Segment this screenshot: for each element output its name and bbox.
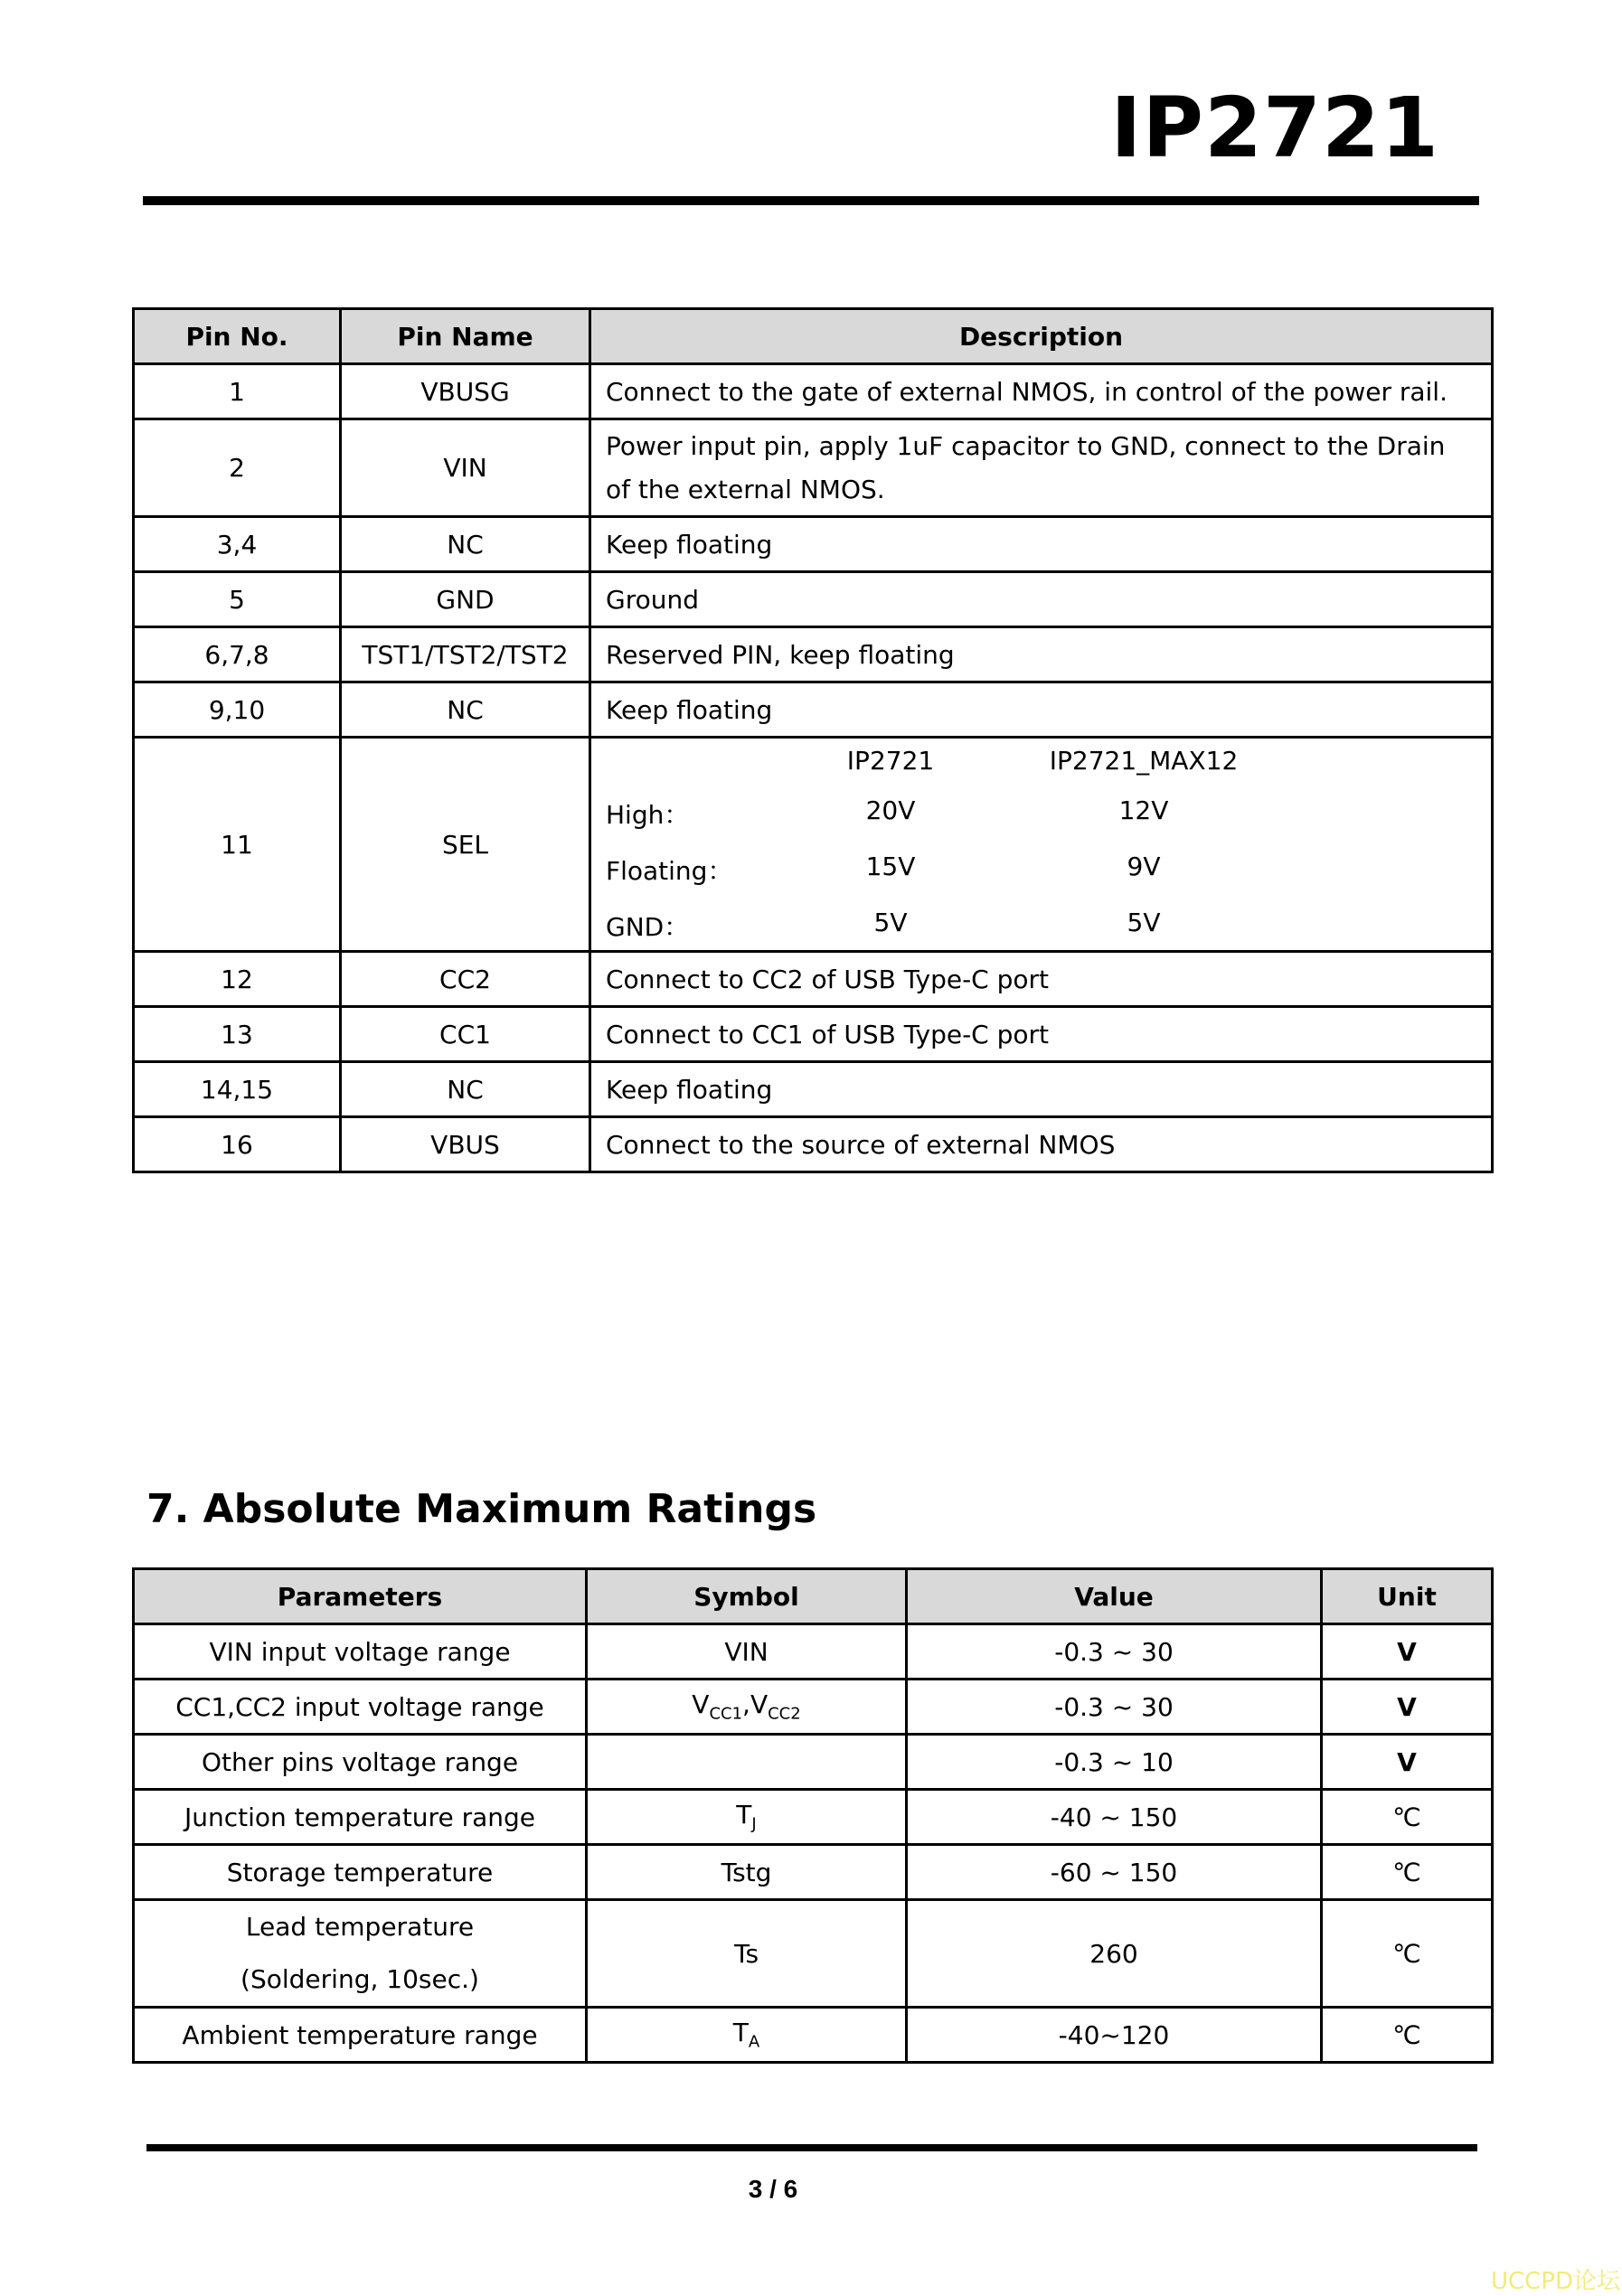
pin-description: Power input pin, apply 1uF capacitor to GND, connect to the Drain of the external NMOS. — [590, 419, 1493, 517]
pin-description: Connect to the source of external NMOS — [590, 1117, 1493, 1172]
symbol-base: T — [732, 2018, 749, 2048]
table-row — [134, 952, 1493, 1007]
pin-description: Reserved PIN, keep floating — [590, 627, 1493, 682]
parameter-line: Lead temperature — [245, 1912, 475, 1942]
pin-name: NC — [341, 682, 590, 738]
parameter: Junction temperature range — [134, 1790, 587, 1845]
parameter-line: (Soldering, 10sec.) — [240, 1964, 479, 1994]
sel-corner — [606, 746, 778, 776]
pin-name: CC1 — [341, 1007, 590, 1062]
pin-number: 5 — [134, 572, 341, 627]
pin-number: 6,7,8 — [134, 627, 341, 682]
pin-name: SEL — [341, 738, 590, 952]
sel-value: 20V — [865, 795, 916, 825]
column-header-description: Description — [590, 309, 1493, 364]
sel-value: 5V — [1127, 907, 1161, 937]
table-row — [134, 1117, 1493, 1172]
symbol: Ts — [587, 1900, 907, 2008]
sel-value: 15V — [865, 851, 916, 881]
parameter: Ambient temperature range — [134, 2008, 587, 2063]
symbol-base: V — [750, 1689, 769, 1720]
value: -0.3 ~ 30 — [907, 1624, 1322, 1680]
column-header-value: Value — [907, 1569, 1322, 1624]
pin-name: NC — [341, 517, 590, 572]
table-header-row — [134, 309, 1493, 364]
symbol-subscript: CC1 — [709, 1704, 743, 1724]
pin-name: VBUSG — [341, 364, 590, 419]
parameter — [134, 1900, 587, 2008]
pin-number: 16 — [134, 1117, 341, 1172]
pin-name: VBUS — [341, 1117, 590, 1172]
pin-name: NC — [341, 1062, 590, 1117]
pin-description: Connect to CC1 of USB Type-C port — [590, 1007, 1493, 1062]
symbol: Tstg — [587, 1845, 907, 1900]
table-row — [134, 1735, 1493, 1790]
table-row — [134, 1007, 1493, 1062]
absolute-maximum-ratings-table — [132, 1567, 1494, 2064]
unit: V — [1322, 1680, 1493, 1735]
table-row — [134, 682, 1493, 738]
pin-number: 11 — [134, 738, 341, 952]
sel-label: GND： — [606, 911, 690, 942]
table-row — [134, 1790, 1493, 1845]
table-row — [134, 1900, 1493, 2008]
column-header-pin-name: Pin Name — [341, 309, 590, 364]
sel-label: Floating： — [606, 855, 733, 886]
sel-label: High： — [606, 799, 690, 830]
pin-description: Connect to the gate of external NMOS, in control of the power rail. — [590, 364, 1493, 419]
table-row — [134, 627, 1493, 682]
sel-value: 12V — [1118, 795, 1169, 825]
value: -0.3 ~ 30 — [907, 1680, 1322, 1735]
sel-voltage-table — [590, 738, 1493, 952]
symbol-separator: , — [742, 1689, 750, 1720]
table-row — [134, 419, 1493, 517]
column-header-symbol: Symbol — [587, 1569, 907, 1624]
pin-number: 12 — [134, 952, 341, 1007]
symbol-base: V — [692, 1689, 710, 1720]
pin-number: 3,4 — [134, 517, 341, 572]
page-number: 3 / 6 — [748, 2175, 798, 2203]
symbol: VIN — [587, 1624, 907, 1680]
sel-header-max12: IP2721_MAX12 — [1049, 745, 1239, 776]
unit: ℃ — [1322, 1790, 1493, 1845]
table-row — [134, 2008, 1493, 2063]
unit: V — [1322, 1735, 1493, 1790]
symbol — [587, 1735, 907, 1790]
table-row — [134, 364, 1493, 419]
unit: V — [1322, 1624, 1493, 1680]
parameter: CC1,CC2 input voltage range — [134, 1680, 587, 1735]
table-header-row — [134, 1569, 1493, 1624]
symbol — [587, 1680, 907, 1735]
symbol — [587, 1790, 907, 1845]
pin-description: Keep floating — [590, 517, 1493, 572]
footer-rule — [146, 2144, 1477, 2151]
pin-description: Ground — [590, 572, 1493, 627]
parameter: Other pins voltage range — [134, 1735, 587, 1790]
value: -40~120 — [907, 2008, 1322, 2063]
value: -0.3 ~ 10 — [907, 1735, 1322, 1790]
table-row — [134, 1680, 1493, 1735]
symbol-subscript: A — [748, 2032, 760, 2052]
pin-number: 9,10 — [134, 682, 341, 738]
pin-name: VIN — [341, 419, 590, 517]
column-header-parameters: Parameters — [134, 1569, 587, 1624]
pin-name: GND — [341, 572, 590, 627]
pin-number: 14,15 — [134, 1062, 341, 1117]
table-row — [134, 517, 1493, 572]
unit: ℃ — [1322, 1900, 1493, 2008]
parameter: VIN input voltage range — [134, 1624, 587, 1680]
unit: ℃ — [1322, 2008, 1493, 2063]
pin-name: CC2 — [341, 952, 590, 1007]
parameter: Storage temperature — [134, 1845, 587, 1900]
symbol-base: T — [736, 1800, 752, 1830]
sel-value: 5V — [873, 907, 908, 937]
section-heading: 7. Absolute Maximum Ratings — [146, 1486, 817, 1532]
symbol-subscript: J — [751, 1814, 757, 1834]
watermark: UCCPD论坛 — [1490, 2268, 1620, 2295]
pin-number: 13 — [134, 1007, 341, 1062]
sel-header-ip2721: IP2721 — [846, 745, 935, 776]
pin-description: Keep floating — [590, 1062, 1493, 1117]
document-title: IP2721 — [1110, 80, 1439, 176]
pin-number: 2 — [134, 419, 341, 517]
symbol-subscript: CC2 — [768, 1704, 801, 1724]
column-header-pin-no: Pin No. — [134, 309, 341, 364]
symbol — [587, 2008, 907, 2063]
value: -60 ~ 150 — [907, 1845, 1322, 1900]
pin-number: 1 — [134, 364, 341, 419]
value: -40 ~ 150 — [907, 1790, 1322, 1845]
column-header-unit: Unit — [1322, 1569, 1493, 1624]
header-rule — [143, 196, 1479, 205]
sel-value: 9V — [1127, 851, 1161, 881]
table-row — [134, 1845, 1493, 1900]
unit: ℃ — [1322, 1845, 1493, 1900]
pin-name: TST1/TST2/TST2 — [341, 627, 590, 682]
table-row — [134, 572, 1493, 627]
pin-description: Connect to CC2 of USB Type-C port — [590, 952, 1493, 1007]
table-row — [134, 738, 1493, 952]
value: 260 — [907, 1900, 1322, 2008]
table-row — [134, 1062, 1493, 1117]
pin-description: Keep floating — [590, 682, 1493, 738]
table-row — [134, 1624, 1493, 1680]
pin-description-table — [132, 307, 1494, 1173]
